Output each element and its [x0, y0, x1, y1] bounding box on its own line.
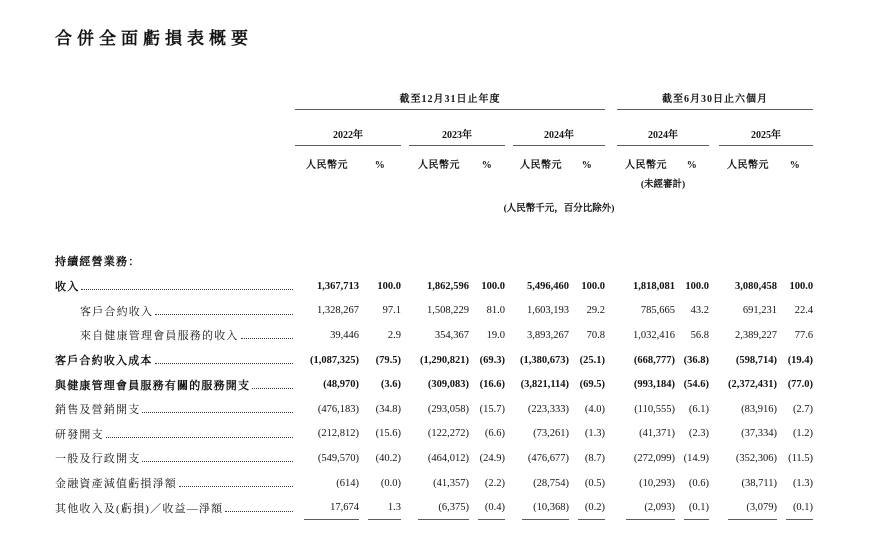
- value-rmb-2022: 1,328,267: [317, 305, 359, 317]
- header-years-row: [55, 110, 813, 146]
- value-pct-2022: (34.8): [375, 403, 401, 415]
- value-pct-2024: (25.1): [579, 354, 605, 366]
- unit-percent: %: [481, 160, 493, 171]
- dotted-leader: [79, 278, 295, 294]
- dotted-leader: [177, 475, 295, 491]
- col-gap: [505, 397, 513, 422]
- year-2025-interim: 2025年: [719, 110, 813, 146]
- value-pct-2022: (15.6): [375, 428, 401, 440]
- row-label: 銷售及營銷開支: [55, 404, 141, 417]
- section-header: 持續經營業務：: [55, 256, 141, 268]
- value-pct-2025-interim: (19.4): [787, 354, 814, 366]
- group-gap: [605, 372, 617, 397]
- unit-rmb: 人民幣元: [520, 160, 562, 171]
- table-row: [55, 299, 813, 324]
- group-gap: [605, 323, 617, 348]
- unit-rmb: 人民幣元: [625, 160, 667, 171]
- value-pct-2025-interim: (11.5): [788, 452, 814, 464]
- header-period-row: [55, 83, 813, 110]
- value-rmb-2022: (48,970): [323, 379, 359, 391]
- group-gap: [605, 274, 617, 299]
- value-rmb-2024: (3,821,114): [520, 379, 569, 391]
- value-rmb-2023: 354,367: [434, 329, 469, 341]
- row-label-cell: [55, 471, 295, 496]
- period-annual-header: 截至12月31日止年度: [295, 83, 605, 110]
- group-gap: [605, 446, 617, 471]
- group-gap: [605, 348, 617, 373]
- value-rmb-2025-interim: 2,389,227: [735, 329, 777, 341]
- value-rmb-2023: (41,357): [433, 477, 469, 489]
- value-pct-2022: 100.0: [377, 280, 401, 292]
- value-rmb-2024-interim: (272,099): [633, 452, 675, 464]
- value-rmb-2024-interim: 1,032,416: [633, 329, 675, 341]
- value-pct-2022: 1.3: [359, 495, 401, 520]
- col-gap: [709, 323, 719, 348]
- value-rmb-2025-interim: (37,334): [741, 428, 777, 440]
- value-pct-2023: (15.7): [479, 403, 505, 415]
- group-gap: [605, 471, 617, 496]
- row-label: 客戶合約收入成本: [55, 355, 153, 368]
- value-pct-2024: (4.0): [584, 403, 605, 415]
- col-gap: [505, 323, 513, 348]
- row-label: 來自健康管理會員服務的收入: [80, 330, 239, 343]
- col-gap: [505, 446, 513, 471]
- unit-rmb: 人民幣元: [306, 160, 348, 171]
- unit-percent: %: [374, 160, 386, 171]
- col-gap: [401, 274, 409, 299]
- value-rmb-2024: (28,754): [533, 477, 569, 489]
- col-gap: [401, 422, 409, 447]
- group-gap: [605, 299, 617, 324]
- value-rmb-2025-interim: (2,372,431): [728, 379, 777, 391]
- value-pct-2023: 81.0: [486, 305, 505, 317]
- value-rmb-2024: (1,380,673): [520, 354, 569, 366]
- group-gap: [605, 495, 617, 520]
- col-gap: [505, 299, 513, 324]
- header-unaudited-row: [55, 173, 813, 192]
- col-gap: [505, 471, 513, 496]
- row-label-cell: [55, 495, 295, 520]
- row-label-cell: [55, 274, 295, 299]
- dotted-leader: [223, 500, 295, 516]
- dotted-leader: [140, 450, 295, 466]
- value-rmb-2025-interim: 691,231: [742, 305, 777, 317]
- value-rmb-2024-interim: (41,371): [639, 428, 675, 440]
- row-label-cell: [55, 348, 295, 373]
- value-rmb-2024: 3,893,267: [527, 329, 569, 341]
- value-pct-2024-interim: (36.8): [683, 354, 709, 366]
- row-label-cell: [55, 446, 295, 471]
- table-row: [55, 274, 813, 299]
- label-column-head: [55, 83, 295, 110]
- year-2024: 2024年: [513, 110, 605, 146]
- header-units-row: [55, 146, 813, 174]
- value-rmb-2024-interim: (2,093): [617, 495, 675, 520]
- table-row: [55, 446, 813, 471]
- value-rmb-2023: (309,083): [427, 379, 469, 391]
- value-rmb-2024: (10,368): [513, 495, 569, 520]
- value-rmb-2025-interim: (38,711): [741, 477, 777, 489]
- value-pct-2025-interim: (2.7): [792, 403, 814, 415]
- section-header-row: [55, 248, 813, 274]
- value-rmb-2023: 1,508,229: [427, 305, 469, 317]
- dotted-leader: [140, 401, 295, 417]
- col-gap: [401, 471, 409, 496]
- value-pct-2023: (6.6): [484, 428, 505, 440]
- value-pct-2022: 2.9: [387, 329, 401, 341]
- table-row: [55, 372, 813, 397]
- table-row: [55, 495, 813, 520]
- value-pct-2025-interim: (0.1): [777, 495, 813, 520]
- value-rmb-2024: (476,677): [527, 452, 569, 464]
- group-gap: [605, 422, 617, 447]
- group-gap: [605, 83, 617, 110]
- row-label: 研發開支: [55, 428, 104, 441]
- value-pct-2024-interim: (0.6): [688, 477, 709, 489]
- value-pct-2024-interim: 100.0: [685, 280, 709, 292]
- col-gap: [505, 372, 513, 397]
- value-pct-2022: (79.5): [375, 354, 401, 366]
- spacer-row: [55, 218, 813, 248]
- value-rmb-2024-interim: (110,555): [634, 403, 675, 415]
- unit-rmb: 人民幣元: [418, 160, 460, 171]
- dotted-leader: [153, 303, 295, 319]
- col-gap: [401, 299, 409, 324]
- value-pct-2023: (16.6): [479, 379, 505, 391]
- value-rmb-2025-interim: (352,306): [735, 452, 777, 464]
- value-rmb-2022: (1,087,325): [310, 354, 359, 366]
- table-row: [55, 397, 813, 422]
- value-pct-2023: 19.0: [486, 329, 505, 341]
- unaudited-note: (未經審計): [640, 179, 686, 190]
- table-row: [55, 348, 813, 373]
- units-note-cell: [503, 192, 615, 218]
- row-label: 客戶合約收入: [80, 305, 154, 318]
- value-pct-2024: 29.2: [586, 305, 605, 317]
- value-pct-2022: (3.6): [380, 379, 401, 391]
- value-pct-2022: (40.2): [375, 452, 401, 464]
- row-label: 其他收入及(虧損)／收益—淨額: [55, 502, 224, 515]
- unit-percent: %: [686, 160, 698, 171]
- value-pct-2025-interim: (77.0): [787, 379, 814, 391]
- units-note: (人民幣千元，百分比除外): [503, 204, 615, 215]
- row-label-cell: [55, 299, 295, 324]
- col-gap: [401, 446, 409, 471]
- value-rmb-2024: (223,333): [527, 403, 569, 415]
- value-rmb-2022: 1,367,713: [317, 280, 359, 292]
- financial-table: [55, 83, 813, 520]
- value-rmb-2023: (464,012): [427, 452, 469, 464]
- row-label-cell: [55, 372, 295, 397]
- value-pct-2024-interim: 56.8: [690, 329, 709, 341]
- value-pct-2023: (0.4): [469, 495, 505, 520]
- value-pct-2025-interim: 22.4: [794, 305, 814, 317]
- group-gap: [605, 397, 617, 422]
- unit-percent: %: [581, 160, 593, 171]
- col-gap: [709, 348, 719, 373]
- row-label: 一般及行政開支: [55, 453, 141, 466]
- value-rmb-2022: (549,570): [317, 452, 359, 464]
- col-gap: [401, 348, 409, 373]
- row-label: 收入: [55, 281, 80, 294]
- dotted-leader: [250, 377, 295, 393]
- row-label-cell: [55, 422, 295, 447]
- value-rmb-2024-interim: 785,665: [640, 305, 675, 317]
- col-gap: [709, 372, 719, 397]
- year-2023: 2023年: [409, 110, 505, 146]
- value-pct-2022: (0.0): [380, 477, 401, 489]
- value-pct-2025-interim: (1.3): [792, 477, 814, 489]
- row-label: 金融資產減值虧損淨額: [55, 478, 177, 491]
- value-rmb-2023: (1,290,821): [420, 354, 469, 366]
- year-2022: 2022年: [295, 110, 401, 146]
- value-rmb-2022: 39,446: [330, 329, 359, 341]
- dotted-leader: [104, 426, 295, 442]
- value-rmb-2025-interim: (598,714): [735, 354, 777, 366]
- col-gap: [505, 495, 513, 520]
- value-pct-2024-interim: (6.1): [688, 403, 709, 415]
- page-title: 合併全面虧損表概要: [55, 29, 253, 48]
- value-pct-2025-interim: 100.0: [789, 280, 814, 292]
- col-gap: [709, 471, 719, 496]
- col-gap: [505, 422, 513, 447]
- value-pct-2024-interim: (2.3): [688, 428, 709, 440]
- value-rmb-2023: (293,058): [427, 403, 469, 415]
- value-pct-2024-interim: (54.6): [683, 379, 709, 391]
- value-rmb-2022: (614): [336, 477, 359, 489]
- value-pct-2024: 100.0: [581, 280, 605, 292]
- value-pct-2024: (8.7): [584, 452, 605, 464]
- dotted-leader: [153, 352, 295, 368]
- value-pct-2024-interim: (0.1): [675, 495, 709, 520]
- value-pct-2023: (24.9): [479, 452, 505, 464]
- value-pct-2024: (0.2): [569, 495, 605, 520]
- col-gap: [709, 446, 719, 471]
- value-rmb-2023: 1,862,596: [427, 280, 469, 292]
- value-rmb-2024: 5,496,460: [527, 280, 569, 292]
- value-rmb-2023: (122,272): [427, 428, 469, 440]
- value-rmb-2024-interim: (10,293): [639, 477, 675, 489]
- col-gap: [401, 397, 409, 422]
- col-gap: [709, 422, 719, 447]
- header-units-note-row: [55, 192, 813, 218]
- value-pct-2024: (1.3): [584, 428, 605, 440]
- col-gap: [401, 372, 409, 397]
- col-gap: [505, 274, 513, 299]
- value-rmb-2024: 1,603,193: [527, 305, 569, 317]
- year-2024-interim: 2024年: [617, 110, 709, 146]
- value-rmb-2024-interim: (993,184): [633, 379, 675, 391]
- table-row: [55, 422, 813, 447]
- col-gap: [709, 274, 719, 299]
- value-rmb-2022: 17,674: [295, 495, 359, 520]
- value-rmb-2024-interim: (668,777): [633, 354, 675, 366]
- value-pct-2024: 70.8: [586, 329, 605, 341]
- value-pct-2025-interim: (1.2): [792, 428, 814, 440]
- unit-rmb: 人民幣元: [727, 160, 769, 171]
- table-row: [55, 323, 813, 348]
- value-rmb-2023: (6,375): [409, 495, 469, 520]
- row-label-cell: [55, 323, 295, 348]
- value-pct-2023: (2.2): [484, 477, 505, 489]
- col-gap: [505, 348, 513, 373]
- value-pct-2023: 100.0: [481, 280, 505, 292]
- value-pct-2023: (69.3): [479, 354, 505, 366]
- unit-percent: %: [789, 160, 801, 171]
- row-label-cell: [55, 397, 295, 422]
- value-rmb-2025-interim: (3,079): [719, 495, 777, 520]
- period-interim-header: 截至6月30日止六個月: [617, 83, 813, 110]
- col-gap: [401, 495, 409, 520]
- value-pct-2024-interim: 43.2: [690, 305, 709, 317]
- value-pct-2024: (69.5): [579, 379, 605, 391]
- col-gap: [709, 495, 719, 520]
- value-pct-2024-interim: (14.9): [683, 452, 709, 464]
- col-gap: [709, 299, 719, 324]
- col-gap: [401, 323, 409, 348]
- value-rmb-2025-interim: (83,916): [741, 403, 777, 415]
- table-row: [55, 471, 813, 496]
- value-pct-2024: (0.5): [584, 477, 605, 489]
- row-label: 與健康管理會員服務有關的服務開支: [55, 379, 251, 392]
- dotted-leader: [239, 327, 295, 343]
- value-rmb-2025-interim: 3,080,458: [735, 280, 777, 292]
- value-rmb-2022: (212,812): [317, 428, 359, 440]
- value-pct-2025-interim: 77.6: [794, 329, 814, 341]
- value-rmb-2024: (73,261): [533, 428, 569, 440]
- col-gap: [709, 397, 719, 422]
- value-pct-2022: 97.1: [382, 305, 401, 317]
- value-rmb-2022: (476,183): [317, 403, 359, 415]
- value-rmb-2024-interim: 1,818,081: [633, 280, 675, 292]
